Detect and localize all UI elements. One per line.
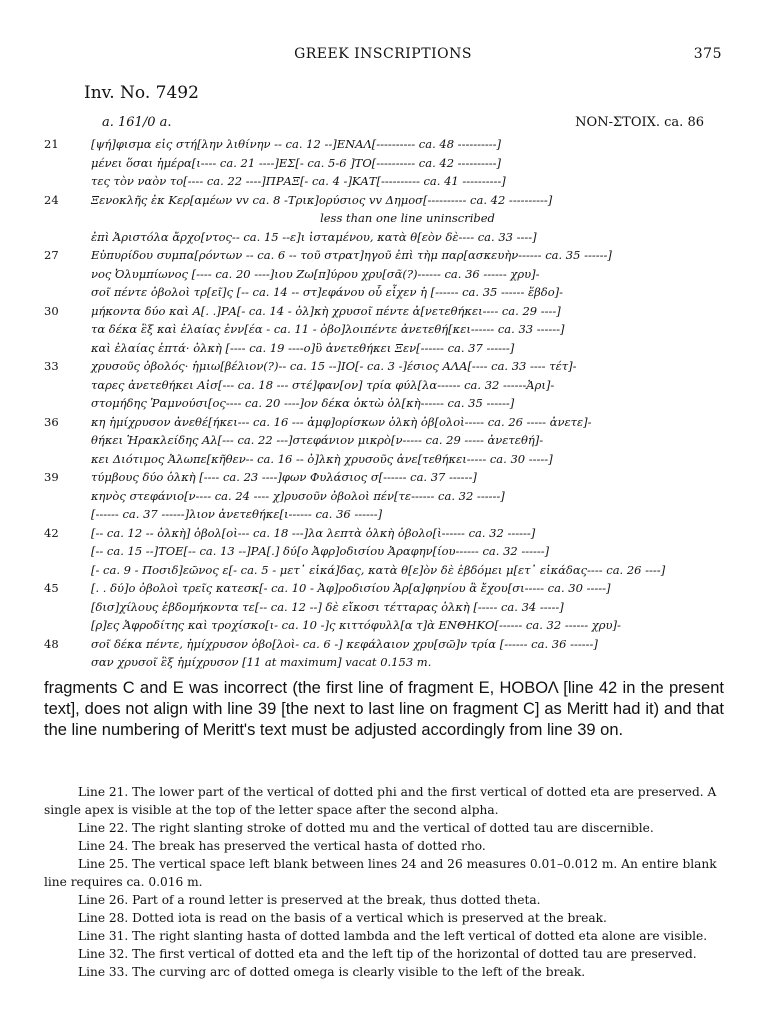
note-item: Line 32. The first vertical of dotted eta and the left tip of the horizontal of dotted tau are preserved. — [78, 947, 697, 961]
inscription-line — [44, 579, 724, 598]
line-text: τύμβους δύο ὁλκὴ [---- ca. 23 ----]φων Φυλάσιος σ[------ ca. 37 ------] — [91, 470, 477, 484]
inscription-line — [44, 209, 724, 228]
line-number: 42 — [44, 525, 59, 540]
note-item: Line 26. Part of a round letter is preserved at the break, thus dotted theta. — [78, 893, 541, 907]
inscription-line — [44, 561, 724, 580]
line-text: καὶ ἐλαίας ἑπτά· ὁλκὴ [---- ca. 19 ----ο]ὓ ἀνετεθήκει Ξεν[------ ca. 37 ------] — [91, 340, 515, 355]
line-text: στομήδης Ῥαμνούσι[ος---- ca. 20 ----]ον δέκα ὀκτὼ ὁλ[κὴ------ ca. 35 ------] — [91, 396, 515, 410]
line-text: τες τὸν ναὸν το[---- ca. 22 ----]ΠΡΑΞ[- ca. 4 -]ΚΑΤ[---------- ca. 41 ----------] — [91, 174, 506, 188]
inscription-line — [44, 468, 724, 487]
line-number: 24 — [44, 192, 59, 207]
inventory-number: Inv. No. 7492 — [84, 83, 199, 103]
stoichedon-note: NON-ΣΤΟΙΧ. ca. 86 — [575, 115, 704, 130]
inscription-line — [44, 376, 724, 395]
line-text: [δισ]χίλους ἑβδομήκοντα τε[-- ca. 12 --] δὲ εἴκοσι τέτταρας ὁλκὴ [----- ca. 34 -----] — [91, 599, 564, 614]
inscription-line — [44, 413, 724, 432]
line-text: [ρ]ες Ἀφροδίτης καὶ τροχίσκο[ι- ca. 10 -]ς κιττόφυλλ[α τ]ὰ ΕΝΘΗΚΟ[------ ca. 32 ------ χρυ]- — [91, 618, 621, 632]
line-text: νος Ὀλυμπίωνος [---- ca. 20 ----]ιου Ζω[π]ύρου χρυ[σᾶ(?)------ ca. 36 ------ χρυ]- — [91, 266, 540, 281]
line-text: [. . δύ]ο ὀβολοὶ τρεῖς κατεσκ[- ca. 10 - Ἀφ]ροδισίου Ἀρ[α]φηνίου ἃ ἔχου[σι----- ca. 30 -----] — [91, 581, 611, 595]
inscription-subheader — [84, 115, 704, 130]
line-text: σαν χρυσοῖ ἓξ ἡμίχρυσον [11 at maximum] vacat 0.153 m. — [91, 655, 432, 669]
line-text: [-- ca. 15 --]ΤΟΕ[-- ca. 13 --]ΡΑ[.] δύ[ο Ἀφρ]οδισίου Ἀραφην[ίου------ ca. 32 ------] — [91, 544, 550, 558]
inscription-line — [44, 265, 724, 284]
line-text: ταρες ἀνετεθήκει Αἰσ[--- ca. 18 --- στέ]φαν[ον] τρία φύλ[λα------ ca. 32 ------Ἀρι]- — [91, 377, 555, 392]
line-number: 39 — [44, 470, 59, 484]
inscription-line — [44, 191, 724, 210]
line-text: [ψή]φισμα εἰς στή[λην λιθίνην -- ca. 12 --]ΕΝΑΛ[---------- ca. 48 ----------] — [91, 137, 502, 151]
line-text: Ξενοκλῆς ἐκ Κερ[αμέων vv ca. 8 -Τρικ]ορύσιος vv Δημοσ[---------- ca. 42 ----------] — [91, 192, 553, 207]
line-text: ἐπὶ Ἀριστόλα ἄρχο[ντος-- ca. 15 --ε]ι ἱσταμένου, κατὰ θ[εὸν δὲ---- ca. 33 ----] — [91, 229, 537, 244]
inscription-line — [44, 135, 724, 154]
inscription-line — [44, 228, 724, 247]
inscription-line — [44, 542, 724, 561]
inscription-line — [44, 302, 724, 321]
line-number: 36 — [44, 414, 59, 429]
inscription-line — [44, 394, 724, 413]
line-number: 45 — [44, 581, 59, 595]
inscription-line — [44, 283, 724, 302]
line-number: 33 — [44, 359, 59, 373]
inscription-line — [44, 635, 724, 654]
line-text: τα δέκα ἓξ καὶ ἐλαίας ἐνν[έα - ca. 11 - ὀβο]λοιπέντε ἀνετεθή[κει------ ca. 33 ------] — [91, 322, 565, 336]
line-text: [- ca. 9 - Ποσιδ]εῶνος ε[- ca. 5 - μετ᾽ εἰκά]δας, κατὰ θ[ε]ὸν δὲ ἑβδόμει μ[ετ᾽ εἰκάδας---- ca. 26 ----] — [91, 562, 666, 577]
line-text: χρυσοῦς ὀβολός· ἡμιω[βέλιον(?)-- ca. 15 --]ΙΟ[- ca. 3 -]έσιος ΑΛΑ[---- ca. 33 ---- τέτ]- — [91, 359, 577, 373]
line-text: σοῖ πέντε ὀβολοὶ τρ[εῖ]ς [-- ca. 14 -- στ]εφάνου οὗ εἶχεν ἡ [------ ca. 35 ------ ἕβδο]- — [91, 285, 564, 299]
inscription-line — [44, 320, 724, 339]
line-text: κηνὸς στεφάνιο[ν---- ca. 24 ---- χ]ρυσοῦν ὀβολοὶ πέν[τε------ ca. 32 ------] — [91, 488, 505, 503]
inscription-text — [44, 135, 724, 672]
inscription-line — [44, 431, 724, 450]
page-number: 375 — [693, 46, 722, 62]
inscription-line — [44, 616, 724, 635]
note-item: Line 21. The lower part of the vertical of dotted phi and the first vertical of dotted eta are preserved. A single apex is visible at the top of the letter space after the second alpha. — [44, 785, 717, 817]
line-number: 30 — [44, 303, 59, 318]
line-text: [-- ca. 12 -- ὁλκὴ] ὀβολ[οὶ--- ca. 18 ---]λα λεπτὰ ὁλκὴ ὀβολο[ὶ------ ca. 32 ------] — [91, 525, 536, 540]
commentary-paragraph: fragments C and E was incorrect (the first line of fragment E, ΗΟΒΟΛ [line 42 in the present text], does not align with line 39 [the next to last line on fragment C] as Meritt had it) and that the line numbering of Meritt's text must be adjusted accordingly from line 39 on. — [44, 679, 724, 739]
inscription-date: a. 161/0 a. — [102, 115, 172, 130]
line-text: θήκει Ἡρακλείδης Αλ[--- ca. 22 ---]στεφάνιον μικρὸ[ν----- ca. 29 ----- ἀνετεθή]- — [91, 433, 544, 447]
line-number: 48 — [44, 636, 59, 651]
line-number: 27 — [44, 248, 59, 262]
line-number: 21 — [44, 137, 59, 151]
line-text: κη ἡμίχρυσον ἀνεθέ[ήκει--- ca. 16 --- ἀμφ]ορίσκων ὁλκὴ ὀβ[ολοὶ----- ca. 26 ----- ἀνετε]- — [91, 414, 592, 429]
line-text: less than one line uninscribed — [320, 211, 495, 225]
inscription-line — [44, 172, 724, 191]
inscription-line — [44, 246, 724, 265]
note-item: Line 25. The vertical space left blank between lines 24 and 26 measures 0.01–0.012 m. An entire blank line requires ca. 0.016 m. — [44, 857, 717, 889]
inscription-line — [44, 154, 724, 173]
inscription-line — [44, 505, 724, 524]
inscription-line — [44, 339, 724, 358]
line-text: μήκοντα δύο καὶ Α[. .]ΡΑ[- ca. 14 - ὁλ]κὴ χρυσοῖ πέντε ἀ[νετεθήκει---- ca. 29 ----] — [91, 303, 561, 318]
note-item: Line 33. The curving arc of dotted omega is clearly visible to the left of the break. — [78, 965, 586, 979]
line-text: Εὐπυρίδου συμπα[ρόντων -- ca. 6 -- τοῦ στρατ]ηγοῦ ἐπὶ τὴμ παρ[ασκευὴν------ ca. 35 ------] — [91, 248, 612, 262]
inscription-line — [44, 357, 724, 376]
note-item: Line 24. The break has preserved the vertical hasta of dotted rho. — [78, 839, 486, 853]
epigraphic-notes — [44, 783, 724, 981]
note-item: Line 22. The right slanting stroke of dotted mu and the vertical of dotted tau are discernible. — [78, 821, 654, 835]
inscription-line — [44, 653, 724, 672]
inscription-line — [44, 487, 724, 506]
inscription-line — [44, 524, 724, 543]
line-text: μένει ὅσαι ἡμέρα[ι---- ca. 21 ----]ΕΣ[- ca. 5-6 ]ΤΟ[---------- ca. 42 ----------] — [91, 155, 502, 170]
running-title: GREEK INSCRIPTIONS — [294, 46, 472, 62]
inscription-line — [44, 598, 724, 617]
note-item: Line 31. The right slanting hasta of dotted lambda and the left vertical of dotted eta alone are visible. — [78, 929, 708, 943]
line-text: κει Διότιμος Ἀλωπε[κῆθεν-- ca. 16 -- ὁ]λκὴ χρυσοῦς ἀνε[τεθήκει----- ca. 30 -----] — [91, 451, 553, 466]
inscription-line — [44, 450, 724, 469]
note-item: Line 28. Dotted iota is read on the basis of a vertical which is preserved at the break. — [78, 911, 607, 925]
line-text: σοῖ δέκα πέντε, ἡμίχρυσον ὀβο[λοὶ- ca. 6 -] κεφάλαιον χρυ[σῶ]ν τρία [------ ca. 36 ------] — [91, 636, 598, 651]
line-text: [------ ca. 37 ------]λιον ἀνετεθήκε[ι------ ca. 36 ------] — [91, 507, 383, 521]
